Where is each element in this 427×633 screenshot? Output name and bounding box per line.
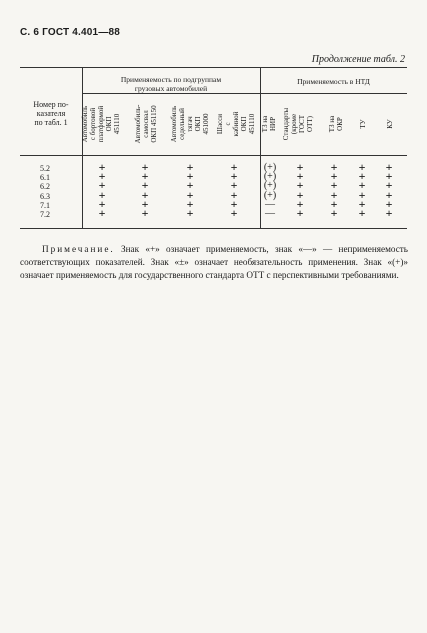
row-number: 6.3 <box>40 191 50 201</box>
table-cell-column: + + + + + + <box>296 160 304 221</box>
note-label: Примечание. <box>42 244 115 254</box>
group-title-vehicles: Применяемость по подгруппам грузовых автомобилей <box>120 75 222 93</box>
table-note <box>20 243 408 282</box>
table-cell-column: + + + + + + <box>141 160 149 221</box>
table-continuation-label: Продолжение табл. 2 <box>311 54 405 65</box>
group-title-ntd: Применяемость в НТД <box>297 77 370 86</box>
table-cell-column: + + + + + + <box>358 160 366 221</box>
table-cell-column: + + + + + + <box>385 160 393 221</box>
column-header-label: Автомобиль- самосвал ОКП 451150 <box>134 104 158 144</box>
column-header <box>77 93 125 155</box>
column-header-label: Автомобиль с бортовой платформой ОКП 451110 <box>81 105 121 143</box>
column-header <box>122 93 170 155</box>
header-divider <box>20 155 407 156</box>
row-number: 7.1 <box>40 200 50 210</box>
row-number: 6.2 <box>40 182 50 192</box>
table-cell-column: + + + + + + <box>230 160 238 221</box>
column-header <box>166 93 214 155</box>
row-number: 7.2 <box>40 210 50 220</box>
table-cell-column: + + + + + + <box>98 160 106 221</box>
column-header-label: ТУ <box>359 119 367 129</box>
row-numbers <box>40 164 50 219</box>
column-header <box>366 93 414 155</box>
note-text: Знак «+» означает применяемость, знак «—» — неприменяемость соответствующих показателей. Знак «±» означает необязательность применения. Знак «(+)» означает применяемость для государственного стандарта ОТТ с перспективными требованиями. <box>20 244 408 280</box>
column-header-label: Шасси с кабиной ОКП 451110 <box>216 111 256 137</box>
column-header-label: ТЗ на НИР <box>261 115 277 133</box>
column-header-label: Автомобиль седельный тягач ОКП 451000 <box>170 105 210 143</box>
page-header: С. 6 ГОСТ 4.401—88 <box>20 27 121 38</box>
row-header-label: Номер по- казателя по табл. 1 <box>33 100 69 127</box>
column-header-label: КУ <box>386 119 394 129</box>
table-cell-column: + + + + + + <box>330 160 338 221</box>
applicability-table <box>20 67 407 229</box>
table-cell-column: + + + + + + <box>186 160 194 221</box>
column-header-label: Стандарты (кроме ГОСТ ОТТ) <box>282 107 314 141</box>
column-header-label: ТЗ на ОКР <box>328 115 344 133</box>
row-number: 6.1 <box>40 173 50 183</box>
table-cell-column: (+) (+) (+) (+) — — <box>263 162 277 220</box>
row-number: 5.2 <box>40 164 50 173</box>
